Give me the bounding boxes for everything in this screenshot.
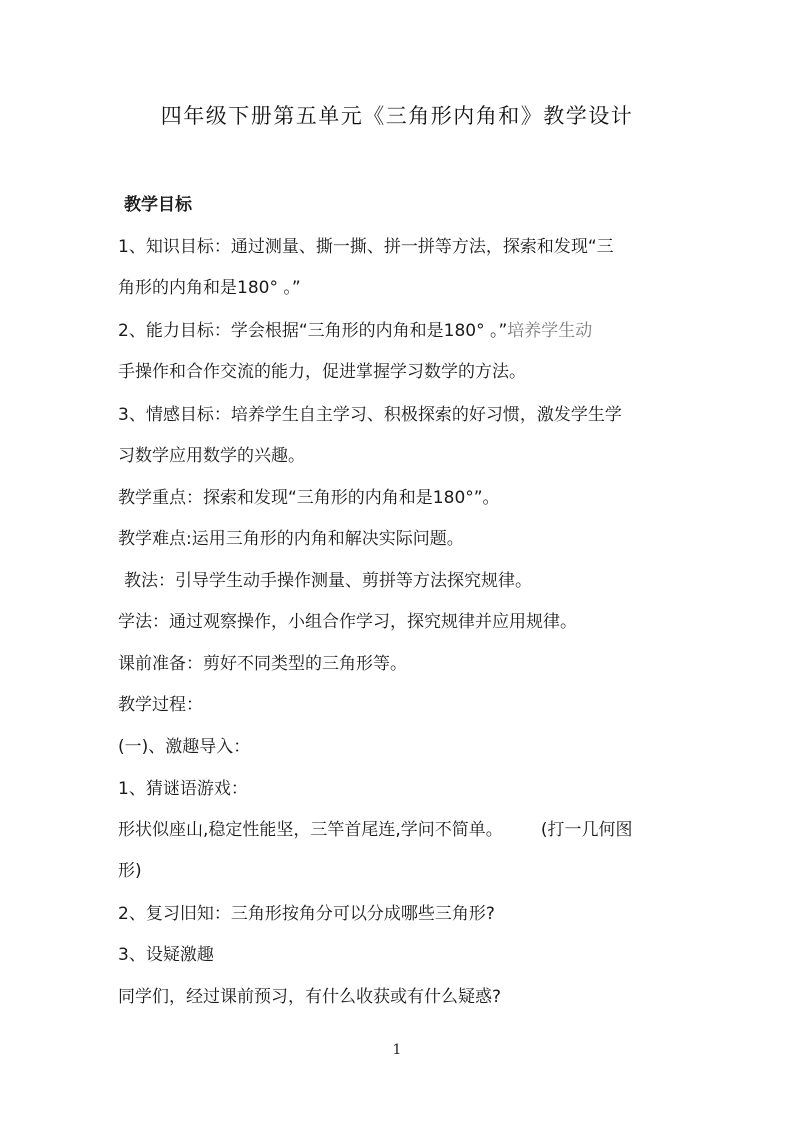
objective1-line2: 角形的内角和是180° 。” bbox=[118, 278, 301, 298]
document-title: 四年级下册第五单元《三角形内角和》教学设计 bbox=[160, 104, 634, 128]
riddle-line1 bbox=[118, 815, 632, 840]
objective2-line2: 手操作和合作交流的能力，促进掌握学习数学的方法。 bbox=[118, 362, 526, 382]
objective2-line1-main: 2、能力目标：学会根据“三角形的内角和是180° 。” bbox=[118, 321, 508, 341]
item2: 2、复习旧知：三角形按角分可以分成哪些三角形? bbox=[118, 904, 495, 924]
riddle-hint: (打一几何图 bbox=[540, 820, 633, 840]
item3-text: 同学们，经过课前预习，有什么收获或有什么疑惑? bbox=[118, 987, 502, 1007]
objective3-line1: 3、情感目标：培养学生自主学习、积极探索的好习惯，激发学生学 bbox=[118, 405, 622, 425]
objective2-line1-highlight: 培养学生动 bbox=[507, 321, 593, 341]
teaching-method: 教法：引导学生动手操作测量、剪拼等方法探究规律。 bbox=[124, 571, 532, 591]
item3-heading: 3、设疑激趣 bbox=[118, 945, 214, 965]
objective3-line2: 习数学应用数学的兴趣。 bbox=[118, 446, 305, 466]
key-point: 教学重点：探索和发现“三角形的内角和是180°”。 bbox=[118, 488, 500, 508]
riddle-line2: 形) bbox=[118, 861, 142, 881]
riddle-text: 形状似座山,稳定性能坚，三竿首尾连,学问不简单。 bbox=[118, 820, 503, 840]
item1-heading: 1、猜谜语游戏： bbox=[118, 779, 248, 799]
learning-method: 学法：通过观察操作，小组合作学习，探究规律并应用规律。 bbox=[118, 612, 577, 632]
objectives-heading: 教学目标 bbox=[124, 195, 192, 215]
process-heading: 教学过程： bbox=[118, 695, 203, 715]
objective2-line1 bbox=[118, 316, 592, 341]
difficulty: 教学难点:运用三角形的内角和解决实际问题。 bbox=[118, 529, 464, 549]
section1-heading: (一)、激趣导入： bbox=[118, 737, 251, 757]
preparation: 课前准备：剪好不同类型的三角形等。 bbox=[118, 654, 407, 674]
page-number: 1 bbox=[392, 1042, 402, 1058]
objective1-line1: 1、知识目标：通过测量、撕一撕、拼一拼等方法，探索和发现“三 bbox=[118, 237, 614, 257]
